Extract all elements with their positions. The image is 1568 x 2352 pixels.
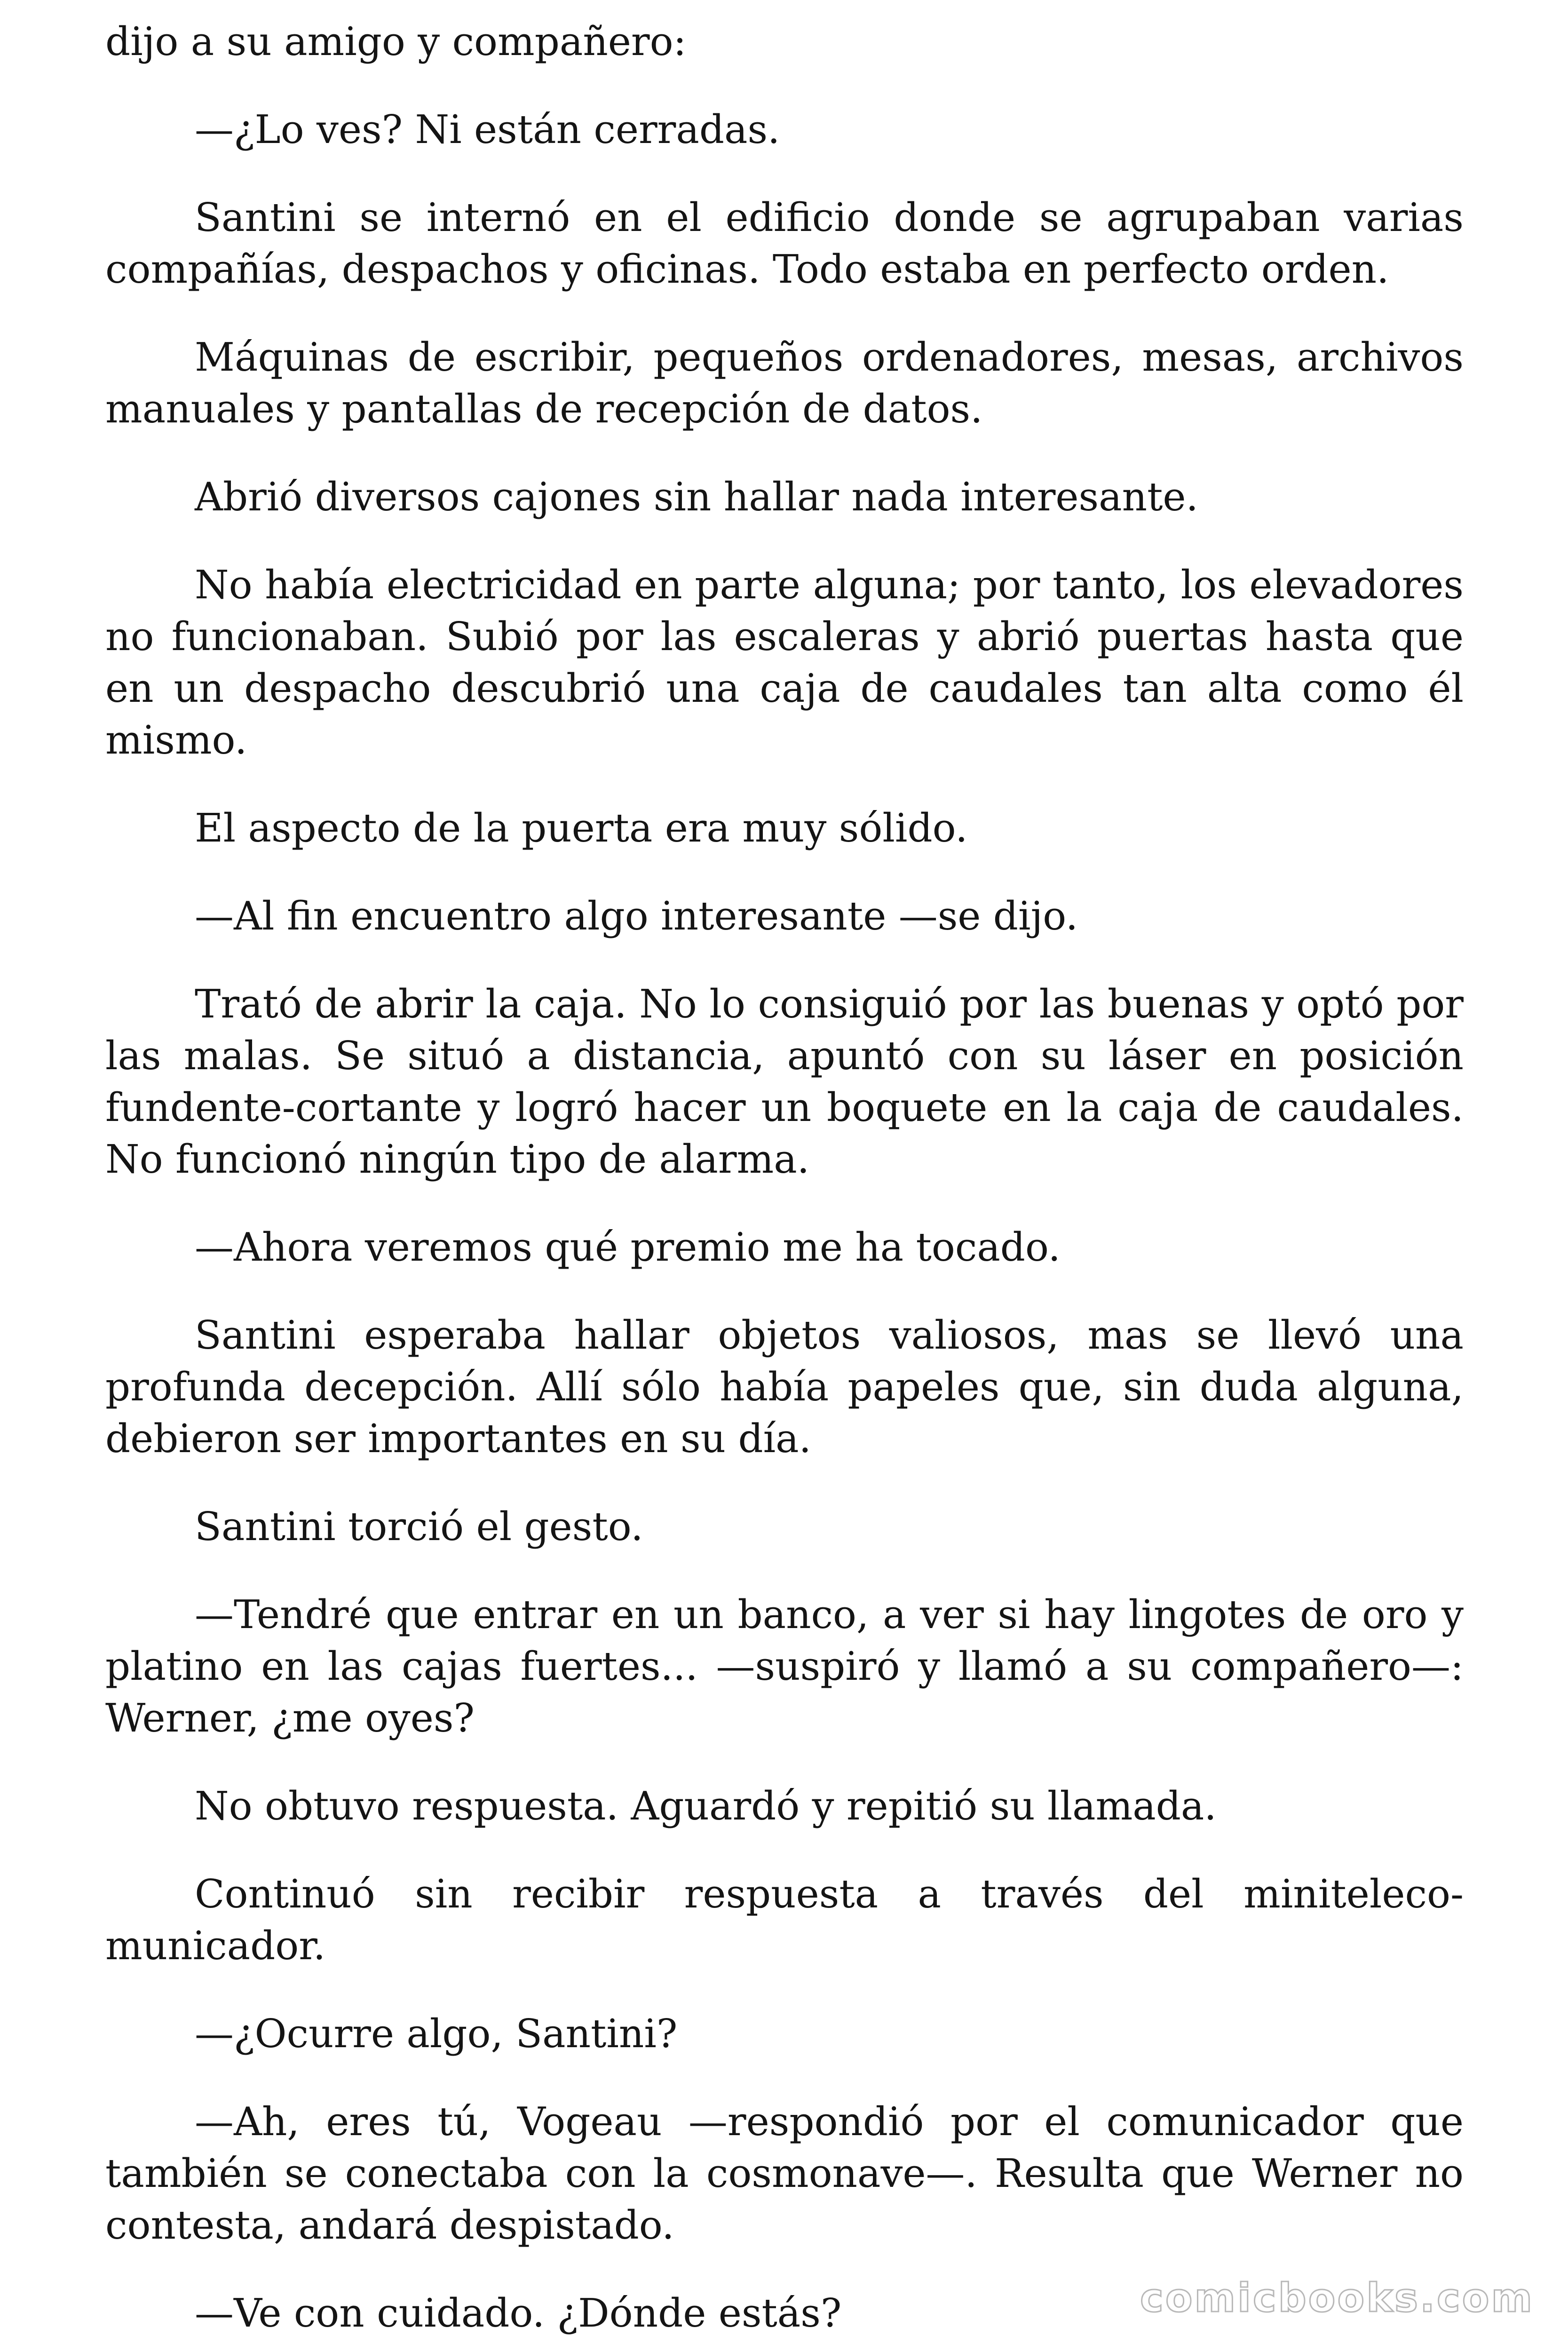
paragraph: Abrió diversos cajones sin hallar nada interesante. (195, 474, 1198, 520)
paragraph: Máquinas de escribir, pequeños ordenadores, mesas, archivos manuales y pantallas de recepción de datos. (105, 334, 1464, 432)
paragraph: Santini esperaba hallar objetos valiosos, mas se llevó una profunda decepción. Allí sólo había papeles que, sin duda alguna, debieron ser importantes en su día. (105, 1312, 1464, 1462)
paragraph: No había electricidad en parte alguna; por tanto, los elevadores no funcionaban. Subió por las escaleras y abrió puertas hasta que en un despacho descubrió una caja de caudales tan alta como él mismo. (105, 562, 1464, 763)
paragraph: —¿Lo ves? Ni están cerradas. (195, 107, 780, 152)
paragraph: Santini se internó en el edificio donde se agrupaban varias compañías, despachos y oficinas. Todo estaba en perfecto orden. (105, 195, 1464, 292)
paragraph: —Ve con cuidado. ¿Dónde estás? (195, 2290, 842, 2336)
paragraph: Continuó sin recibir respuesta a través del miniteleco- municador. (105, 1871, 1464, 1969)
paragraph: —¿Ocurre algo, Santini? (195, 2011, 678, 2057)
paragraph-continuation: dijo a su amigo y compañero: (105, 19, 687, 64)
paragraph: —Ah, eres tú, Vogeau —respondió por el comunicador que también se conectaba con la cosmonave—. Resulta que Werner no contesta, andará despistado. (105, 2099, 1464, 2248)
page-text (105, 16, 1464, 2352)
paragraph: —Ahora veremos qué premio me ha tocado. (195, 1224, 1061, 1270)
paragraph: No obtuvo respuesta. Aguardó y repitió su llamada. (195, 1783, 1217, 1829)
paragraph: Santini torció el gesto. (195, 1504, 643, 1549)
watermark: comicbooks.com (1134, 2272, 1540, 2324)
paragraph: —Al fin encuentro algo interesante —se dijo. (195, 893, 1078, 939)
paragraph: Trató de abrir la caja. No lo consiguió por las buenas y optó por las malas. Se situó a distancia, apuntó con su láser en posición fundente-cortante y logró hacer un boquete en la caja de caudales. No funcionó ningún tipo de alarma. (105, 981, 1464, 1182)
paragraph: El aspecto de la puerta era muy sólido. (195, 805, 968, 851)
paragraph: —Tendré que entrar en un banco, a ver si hay lingotes de oro y platino en las cajas fuertes... —suspiró y llamó a su compañero—: Werner, ¿me oyes? (105, 1592, 1464, 1741)
